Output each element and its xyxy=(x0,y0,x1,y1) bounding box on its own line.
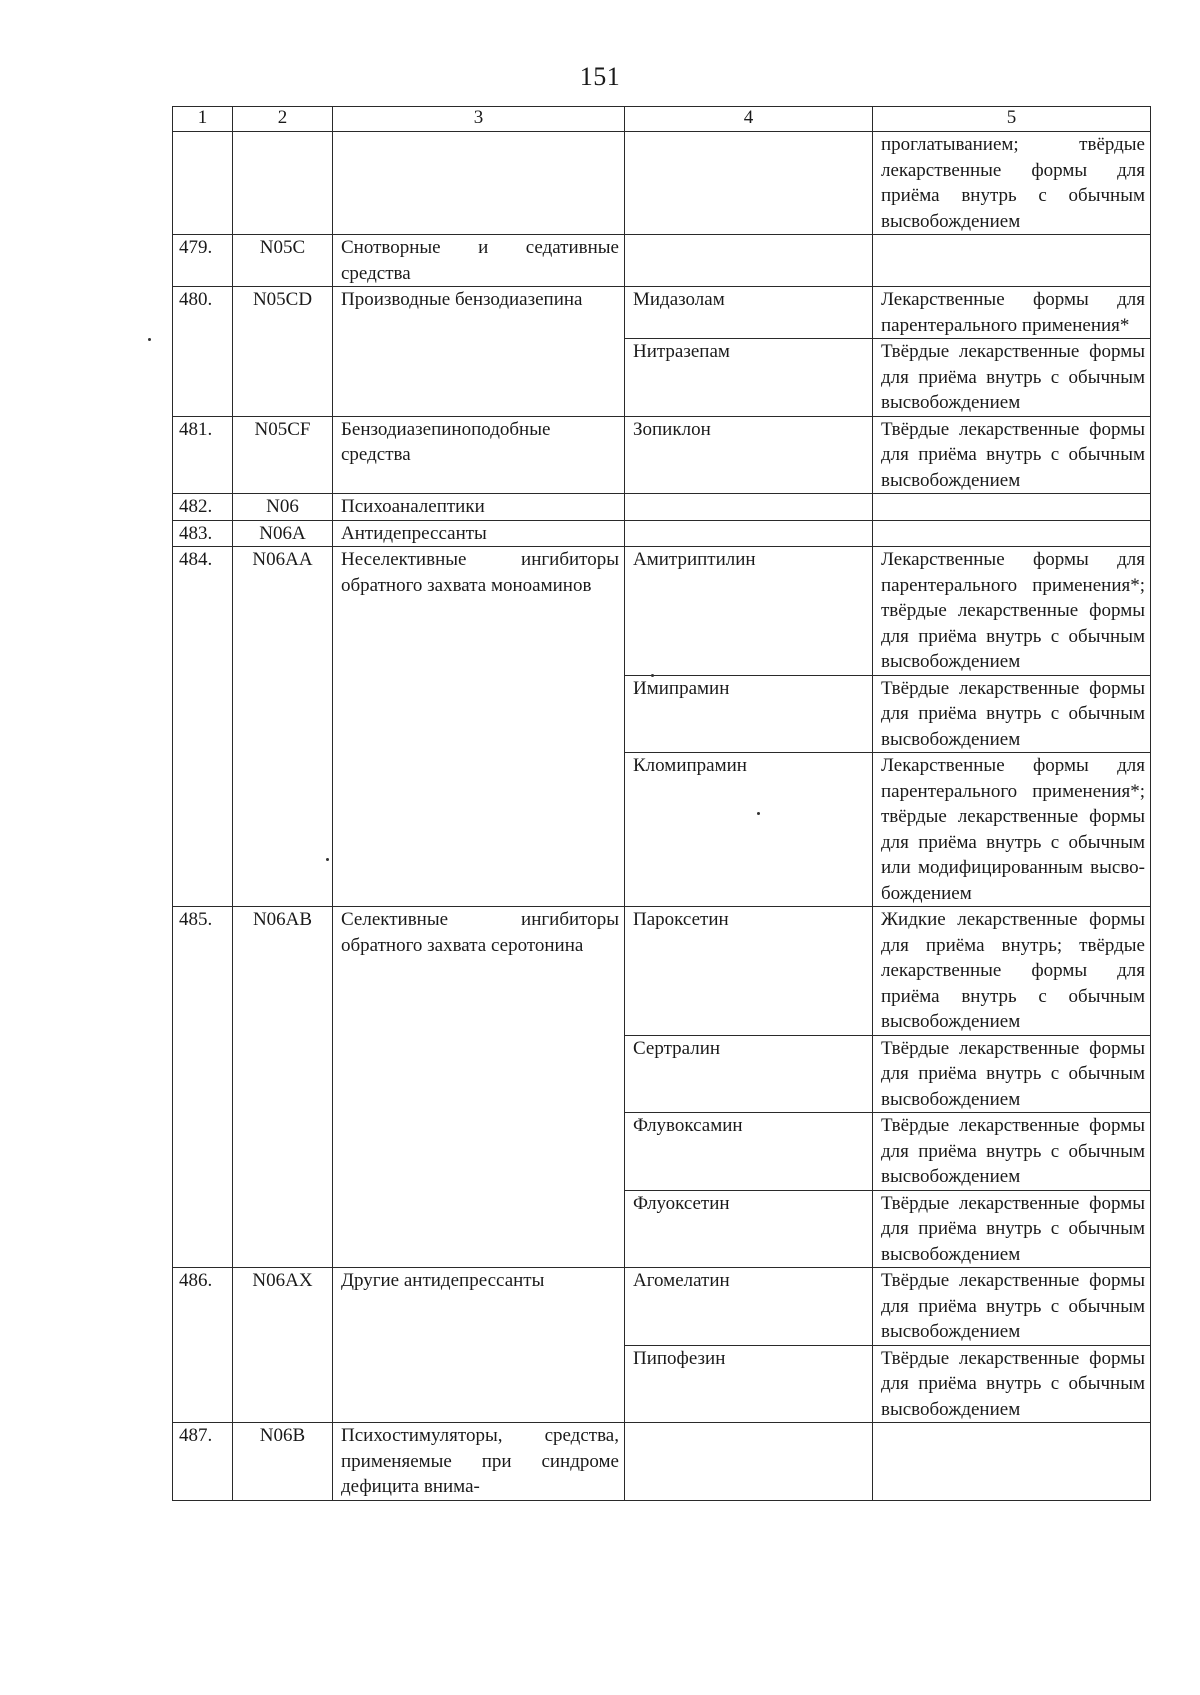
table-row xyxy=(173,235,1151,287)
scan-speck xyxy=(326,858,329,861)
atc-code: N06 xyxy=(233,494,333,521)
drug-name xyxy=(625,520,873,547)
table-row xyxy=(173,132,1151,235)
table-row xyxy=(173,1268,1151,1346)
group-name: Психоаналептики xyxy=(333,494,625,521)
atc-code: N05C xyxy=(233,235,333,287)
drug-name: Имипрамин xyxy=(625,675,873,753)
dosage-form: Твёрдые лекарственные формы для приёма внутрь с обычным высвобождением xyxy=(873,339,1151,417)
atc-code: N06AB xyxy=(233,907,333,1268)
atc-code: N06A xyxy=(233,520,333,547)
drug-name: Флуоксетин xyxy=(625,1190,873,1268)
dosage-form: Твёрдые лекарственные формы для приёма внутрь с обычным высвобождением xyxy=(873,1035,1151,1113)
group-name: Другие антидепрессанты xyxy=(333,1268,625,1423)
column-header: 1 xyxy=(173,107,233,132)
dosage-form: проглатыванием; твёрдые лекарственные формы для приёма внутрь с обычным высвобождением xyxy=(873,132,1151,235)
dosage-form xyxy=(873,1423,1151,1501)
dosage-form: Твёрдые лекарственные формы для приёма внутрь с обычным высвобождением xyxy=(873,675,1151,753)
atc-code: N05CF xyxy=(233,416,333,494)
row-number: 482. xyxy=(173,494,233,521)
column-header: 3 xyxy=(333,107,625,132)
group-name: Неселективные ингибиторы обратного захвата моноаминов xyxy=(333,547,625,907)
drug-name: Сертралин xyxy=(625,1035,873,1113)
dosage-form: Твёрдые лекарственные формы для приёма внутрь с обычным высвобождением xyxy=(873,416,1151,494)
dosage-form xyxy=(873,235,1151,287)
drug-name: Агомелатин xyxy=(625,1268,873,1346)
atc-code: N05CD xyxy=(233,287,333,417)
row-number: 486. xyxy=(173,1268,233,1423)
header-row xyxy=(173,107,1151,132)
group-name: Снотворные и седативные средства xyxy=(333,235,625,287)
table-row xyxy=(173,520,1151,547)
table-row xyxy=(173,416,1151,494)
column-header: 5 xyxy=(873,107,1151,132)
drug-name: Кломипрамин xyxy=(625,753,873,907)
column-header: 4 xyxy=(625,107,873,132)
dosage-form xyxy=(873,494,1151,521)
atc-code: N06B xyxy=(233,1423,333,1501)
drug-name: Пароксетин xyxy=(625,907,873,1036)
dosage-form: Лекарственные формы для парентерального применения* xyxy=(873,287,1151,339)
page-number: 151 xyxy=(579,62,621,91)
drug-name xyxy=(625,235,873,287)
row-number: 484. xyxy=(173,547,233,907)
group-name: Селективные ингибиторы обратного захвата серотонина xyxy=(333,907,625,1268)
table-row xyxy=(173,494,1151,521)
column-header: 2 xyxy=(233,107,333,132)
table-row xyxy=(173,287,1151,339)
dosage-form: Твёрдые лекарственные формы для приёма внутрь с обычным высвобождением xyxy=(873,1190,1151,1268)
scan-speck xyxy=(757,812,760,815)
atc-code: N06AX xyxy=(233,1268,333,1423)
drug-name: Нитразепам xyxy=(625,339,873,417)
table-row xyxy=(173,547,1151,676)
dosage-form: Твёрдые лекарственные формы для приёма внутрь с обычным высвобождением xyxy=(873,1345,1151,1423)
table-body xyxy=(173,107,1151,1501)
group-name: Антидепрессанты xyxy=(333,520,625,547)
dosage-form: Твёрдые лекарственные формы для приёма внутрь с обычным высвобождением xyxy=(873,1268,1151,1346)
row-number: 487. xyxy=(173,1423,233,1501)
atc-code xyxy=(233,132,333,235)
scan-speck xyxy=(148,338,151,341)
dosage-form: Жидкие лекарственные формы для приёма внутрь; твёрдые лекарственные формы для приёма внутрь с обычным высвобождением xyxy=(873,907,1151,1036)
drug-name: Зопиклон xyxy=(625,416,873,494)
atc-code: N06AA xyxy=(233,547,333,907)
dosage-form: Лекарственные формы для парентерального применения*; твёрдые лекарственные формы для приёма внутрь с обычным высвобождением xyxy=(873,547,1151,676)
drug-name: Мидазолам xyxy=(625,287,873,339)
group-name: Психостимуляторы, средства, применяемые при синдроме дефицита внима- xyxy=(333,1423,625,1501)
drug-table xyxy=(172,106,1151,1501)
row-number xyxy=(173,132,233,235)
row-number: 483. xyxy=(173,520,233,547)
group-name: Бензодиазепиноподобные средства xyxy=(333,416,625,494)
drug-name: Пипофезин xyxy=(625,1345,873,1423)
row-number: 479. xyxy=(173,235,233,287)
scan-speck xyxy=(651,674,654,677)
drug-name xyxy=(625,1423,873,1501)
drug-name: Флувоксамин xyxy=(625,1113,873,1191)
dosage-form xyxy=(873,520,1151,547)
group-name: Производные бензодиазепина xyxy=(333,287,625,417)
drug-name: Амитриптилин xyxy=(625,547,873,676)
group-name xyxy=(333,132,625,235)
row-number: 481. xyxy=(173,416,233,494)
drug-name xyxy=(625,494,873,521)
drug-name xyxy=(625,132,873,235)
row-number: 485. xyxy=(173,907,233,1268)
table-row xyxy=(173,907,1151,1036)
dosage-form: Лекарственные формы для парентерального применения*; твёрдые лекарственные формы для приёма внутрь с обычным или модифицированным высвобождением xyxy=(873,753,1151,907)
dosage-form: Твёрдые лекарственные формы для приёма внутрь с обычным высвобождением xyxy=(873,1113,1151,1191)
table-row xyxy=(173,1423,1151,1501)
row-number: 480. xyxy=(173,287,233,417)
